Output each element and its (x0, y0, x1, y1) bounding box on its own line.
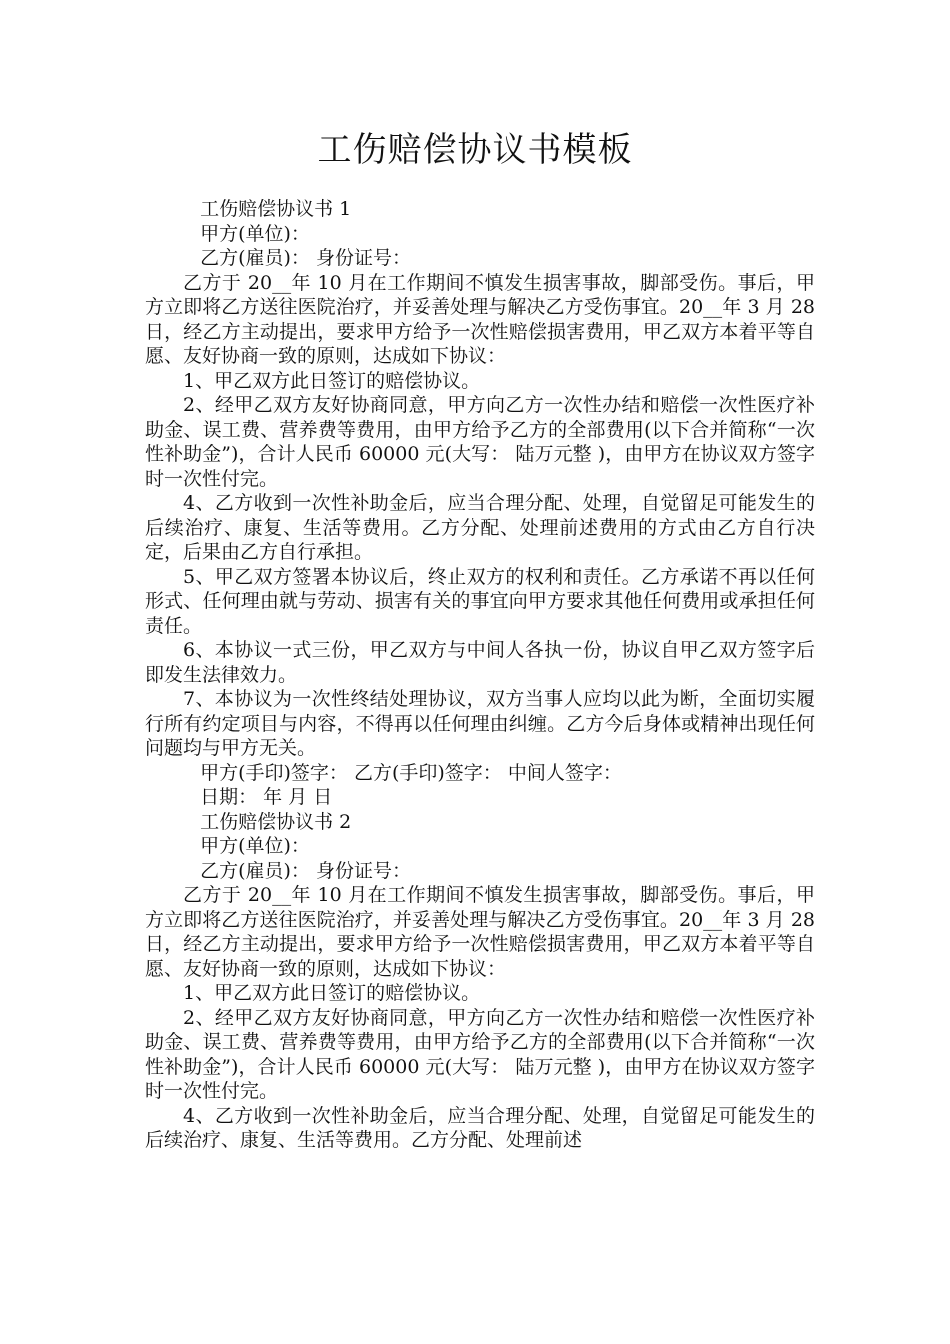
doc1-clause-1: 1、甲乙双方此日签订的赔偿协议。 (183, 369, 481, 392)
doc2-party-a: 甲方(单位)： (200, 835, 310, 857)
doc1-intro-paragraph: 乙方于 20__年 10 月在工作期间不慎发生损害事故，脚部受伤。事后，甲方立即将乙方送往医院治疗，并妥善处理与解决乙方受伤事宜。20__年 3 月 28 日，经乙方主动提出，要求甲方给予一次性赔偿损害费用，甲乙双方本着平等自愿、友好协商一致的原则，达成如下协议： (145, 271, 815, 367)
doc1-date-line: 日期： 年 月 日 (200, 786, 333, 808)
doc2-intro-paragraph: 乙方于 20__年 10 月在工作期间不慎发生损害事故，脚部受伤。事后，甲方立即将乙方送往医院治疗，并妥善处理与解决乙方受伤事宜。20__年 3 月 28 日，经乙方主动提出，要求甲方给予一次性赔偿损害费用，甲乙双方本着平等自愿、友好协商一致的原则，达成如下协议： (145, 884, 815, 980)
doc1-heading: 工伤赔偿协议书 1 (200, 198, 352, 220)
document-title: 工伤赔偿协议书模板 (317, 130, 633, 170)
doc1-clause-4: 4、乙方收到一次性补助金后，应当合理分配、处理，自觉留足可能发生的后续治疗、康复、生活等费用。乙方分配、处理前述费用的方式由乙方自行决定，后果由乙方自行承担。 (145, 492, 815, 563)
doc1-party-a: 甲方(单位)： (200, 222, 310, 245)
doc2-clause-1: 1、甲乙双方此日签订的赔偿协议。 (183, 982, 481, 1004)
doc2-clause-4: 4、乙方收到一次性补助金后，应当合理分配、处理，自觉留足可能发生的后续治疗、康复、生活等费用。乙方分配、处理前述 (145, 1104, 815, 1151)
doc2-heading: 工伤赔偿协议书 2 (200, 810, 352, 833)
doc1-clause-6: 6、本协议一式三份，甲乙双方与中间人各执一份，协议自甲乙双方签字后即发生法律效力。 (145, 639, 815, 686)
doc2-party-b: 乙方(雇员)： 身份证号： (200, 859, 411, 882)
doc1-clause-7: 7、本协议为一次性终结处理协议，双方当事人应均以此为断，全面切实履行所有约定项目与内容，不得再以任何理由纠缠。乙方今后身体或精神出现任何问题均与甲方无关。 (145, 688, 815, 759)
doc1-party-b: 乙方(雇员)： 身份证号： (200, 247, 411, 269)
doc2-clause-2: 2、经甲乙双方友好协商同意，甲方向乙方一次性办结和赔偿一次性医疗补助金、误工费、营养费等费用，由甲方给予乙方的全部费用(以下合并简称“一次性补助金”)，合计人民币 60000 元(大写： 陆万元整 )，由甲方在协议双方签字时一次性付完。 (145, 1006, 815, 1102)
doc1-signature-line: 甲方(手印)签字： 乙方(手印)签字： 中间人签字： (200, 761, 622, 784)
doc1-clause-5: 5、甲乙双方签署本协议后，终止双方的权利和责任。乙方承诺不再以任何形式、任何理由就与劳动、损害有关的事宜向甲方要求其他任何费用或承担任何责任。 (145, 565, 815, 637)
doc1-clause-2: 2、经甲乙双方友好协商同意，甲方向乙方一次性办结和赔偿一次性医疗补助金、误工费、营养费等费用，由甲方给予乙方的全部费用(以下合并简称“一次性补助金”)，合计人民币 60000 元(大写： 陆万元整 )，由甲方在协议双方签字时一次性付完。 (145, 394, 815, 490)
document-body (145, 197, 815, 1153)
